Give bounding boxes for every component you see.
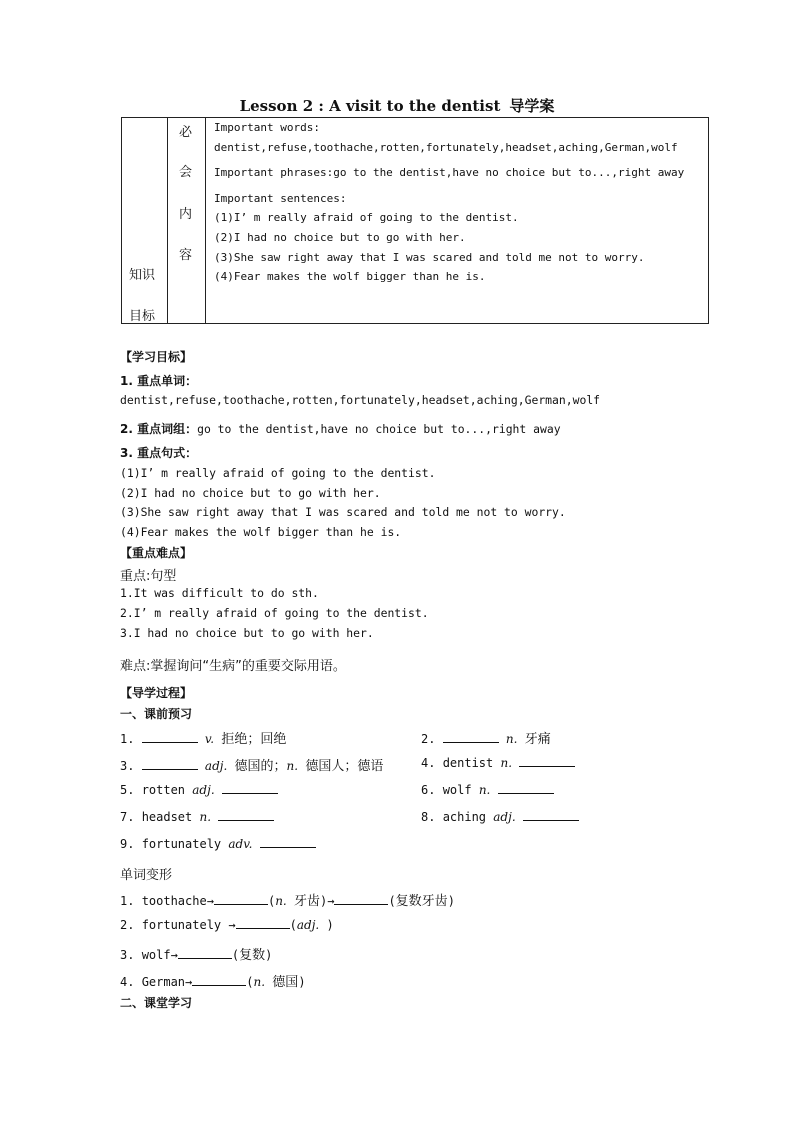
answer-blank[interactable] <box>142 758 198 770</box>
focus-label: 重点:句型 <box>120 569 177 584</box>
table-divider <box>167 118 168 323</box>
answer-blank[interactable] <box>178 947 232 959</box>
answer-blank[interactable] <box>214 893 268 905</box>
transform-item: 2. fortunately → (adj. ) <box>120 918 334 932</box>
section-preview: 一、课前预习 <box>120 707 193 721</box>
answer-blank[interactable] <box>222 782 278 794</box>
answer-blank[interactable] <box>443 731 499 743</box>
table-line: dentist,refuse,toothache,rotten,fortunately,headset,aching,German,wolf <box>214 141 678 154</box>
answer-blank[interactable] <box>192 974 246 986</box>
keypoint-item: 3.I had no choice but to go with her. <box>120 626 374 640</box>
process-heading: 【导学过程】 <box>120 686 193 700</box>
table-line: (3)She saw right away that I was scared and told me not to worry. <box>214 251 645 264</box>
keypoint-item: 2.I’ m really afraid of going to the dentist. <box>120 606 429 620</box>
vocab-item: 3. adj. 德国的；n. 德国人；德语 <box>120 759 384 774</box>
title-english: Lesson 2 : A visit to the dentist <box>239 97 501 115</box>
phrases-row <box>120 418 561 437</box>
table-line: Important sentences: <box>214 192 347 205</box>
sentence-item: (1)I’ m really afraid of going to the dentist. <box>120 466 436 480</box>
vocab-item: 6. wolf n. <box>421 782 554 797</box>
left-label-line1: 知识 <box>129 268 156 283</box>
table-line: Important phrases:go to the dentist,have no choice but to...,right away <box>214 166 685 179</box>
table-line: (2)I had no choice but to go with her. <box>214 231 466 244</box>
vocab-item: 2. n. 牙痛 <box>421 732 551 747</box>
section-classroom: 二、课堂学习 <box>120 996 193 1010</box>
vocab-item: 1. v. 拒绝；回绝 <box>120 732 287 747</box>
table-line: (4)Fear makes the wolf bigger than he is. <box>214 270 486 283</box>
words-label: 1. 重点单词： <box>120 374 198 388</box>
title-chinese: 导学案 <box>509 97 555 115</box>
answer-blank[interactable] <box>519 755 575 767</box>
answer-blank[interactable] <box>142 731 198 743</box>
keypoints-heading: 【重点难点】 <box>120 546 193 560</box>
transform-item: 1. toothache→ (n. 牙齿)→ (复数牙齿) <box>120 894 455 909</box>
knowledge-table <box>121 117 709 324</box>
page-title <box>0 95 794 116</box>
words-list: dentist,refuse,toothache,rotten,fortunately,headset,aching,German,wolf <box>120 393 601 407</box>
keypoint-item: 1.It was difficult to do sth. <box>120 586 319 600</box>
sentence-item: (2)I had no choice but to go with her. <box>120 486 381 500</box>
answer-blank[interactable] <box>523 809 579 821</box>
answer-blank[interactable] <box>218 809 274 821</box>
vocab-item: 7. headset n. <box>120 809 274 824</box>
phrases-text: go to the dentist,have no choice but to...,right away <box>197 422 561 436</box>
sentence-item: (4)Fear makes the wolf bigger than he is. <box>120 525 402 539</box>
answer-blank[interactable] <box>498 782 554 794</box>
transform-item: 3. wolf→ (复数) <box>120 948 273 963</box>
middle-char: 必 <box>179 125 193 140</box>
middle-char: 容 <box>179 248 193 263</box>
sentences-label: 3. 重点句式： <box>120 446 198 460</box>
vocab-item: 8. aching adj. <box>421 809 579 824</box>
sentence-item: (3)She saw right away that I was scared and told me not to worry. <box>120 505 566 519</box>
difficulty-text: 难点:掌握询问“生病”的重要交际用语。 <box>120 659 346 674</box>
vocab-item: 4. dentist n. <box>421 755 575 770</box>
goals-heading: 【学习目标】 <box>120 350 193 364</box>
answer-blank[interactable] <box>236 917 290 929</box>
phrases-label: 2. 重点词组： <box>120 422 198 436</box>
middle-char: 内 <box>179 207 193 222</box>
left-label-line2: 目标 <box>129 309 156 324</box>
vocab-item: 9. fortunately adv. <box>120 836 316 851</box>
table-divider <box>205 118 206 323</box>
vocab-item: 5. rotten adj. <box>120 782 278 797</box>
transform-heading: 单词变形 <box>120 868 173 883</box>
middle-char: 会 <box>179 165 193 180</box>
table-line: (1)I’ m really afraid of going to the dentist. <box>214 211 519 224</box>
transform-item: 4. German→ (n. 德国) <box>120 975 306 990</box>
answer-blank[interactable] <box>260 836 316 848</box>
table-line: Important words: <box>214 121 320 134</box>
answer-blank[interactable] <box>334 893 388 905</box>
